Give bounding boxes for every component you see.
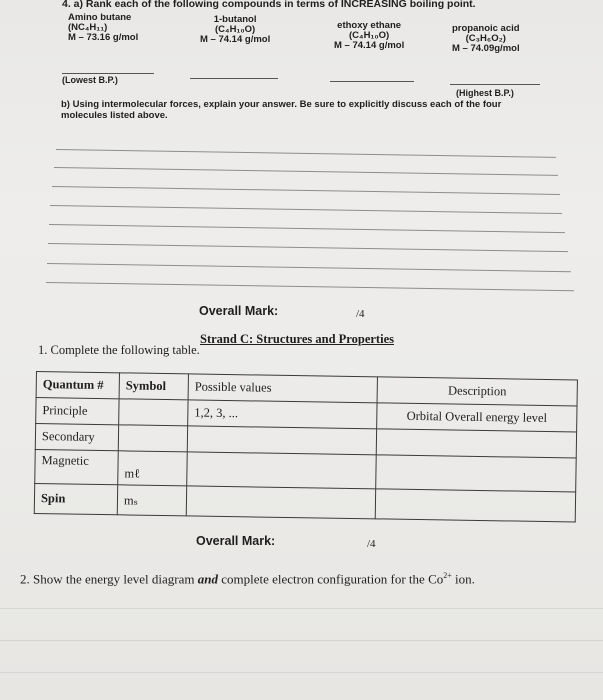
cell-possible-values[interactable]: 1,2, 3, ... [188, 400, 377, 429]
rank-blank-2[interactable] [190, 78, 278, 79]
header-quantum: Quantum # [36, 372, 119, 399]
part-b-prompt: b) Using intermolecular forces, explain your answer. Be sure to explicitly discuss each of the four molecules listed above. [61, 99, 502, 121]
q1-overall-mark-value: /4 [367, 538, 376, 550]
answer-line-5[interactable] [49, 224, 565, 233]
cell-possible-values[interactable] [186, 486, 375, 519]
quantum-numbers-table [34, 371, 578, 522]
question2-prompt: 2. Show the energy level diagram and complete electron configuration for the $Co^{2+}$ ion. [20, 571, 475, 587]
cell-description[interactable] [376, 429, 576, 458]
compound-amino-butane: Amino butane (NC₄H₁₁) M – 73.16 g/mol [68, 12, 139, 43]
header-description: Description [377, 377, 577, 406]
compound-ethoxy-ethane: ethoxy ethane (C₄H₁₀O) M – 74.14 g/mol [334, 20, 405, 51]
rank-blank-3[interactable] [330, 81, 414, 82]
question4-heading: 4. a) Rank each of the following compounds in terms of INCREASING boiling point. [62, 0, 476, 10]
answer-line-3[interactable] [52, 186, 560, 195]
cell-symbol[interactable]: mℓ [118, 451, 188, 486]
cell-symbol[interactable] [118, 425, 187, 452]
compound-1-butanol: 1-butanol (C₄H₁₀O) M – 74.14 g/mol [200, 14, 271, 45]
answer-line-7[interactable] [47, 263, 571, 272]
answer-line-6[interactable] [48, 243, 568, 252]
answer-line-8[interactable] [46, 282, 574, 291]
header-symbol: Symbol [119, 373, 188, 400]
cell-description[interactable] [375, 489, 575, 522]
cell-quantum: Principle [36, 398, 119, 425]
answer-line-1[interactable] [56, 149, 556, 158]
cell-possible-values[interactable] [187, 452, 377, 489]
strand-title: Strand C: Structures and Properties [200, 332, 394, 346]
cell-possible-values[interactable] [187, 426, 376, 455]
question1-prompt: 1. Complete the following table. [38, 343, 200, 357]
rank-blank-1[interactable] [62, 73, 154, 74]
cell-description[interactable] [376, 455, 577, 492]
faint-line [0, 608, 603, 609]
cell-symbol[interactable]: mₛ [117, 485, 186, 516]
q4-overall-mark-label: Overall Mark: [199, 304, 279, 318]
cell-quantum: Spin [34, 483, 117, 514]
cell-description[interactable]: Orbital Overall energy level [377, 403, 577, 432]
answer-line-2[interactable] [54, 167, 558, 176]
faint-line [0, 640, 603, 641]
cell-symbol[interactable] [119, 399, 188, 426]
lowest-bp-label: (Lowest B.P.) [62, 75, 118, 85]
highest-bp-label: (Highest B.P.) [456, 88, 514, 98]
cell-quantum: Secondary [35, 424, 118, 451]
answer-line-4[interactable] [50, 205, 562, 214]
header-possible-values: Possible values [188, 374, 377, 403]
q1-overall-mark-label: Overall Mark: [196, 534, 276, 548]
q4-overall-mark-value: /4 [356, 308, 365, 320]
compound-propanoic-acid: propanoic acid (C₃H₆O₂) M – 74.09g/mol [452, 23, 520, 54]
cell-quantum: Magnetic [35, 449, 119, 484]
rank-blank-4[interactable] [450, 84, 540, 85]
faint-line [0, 672, 603, 673]
